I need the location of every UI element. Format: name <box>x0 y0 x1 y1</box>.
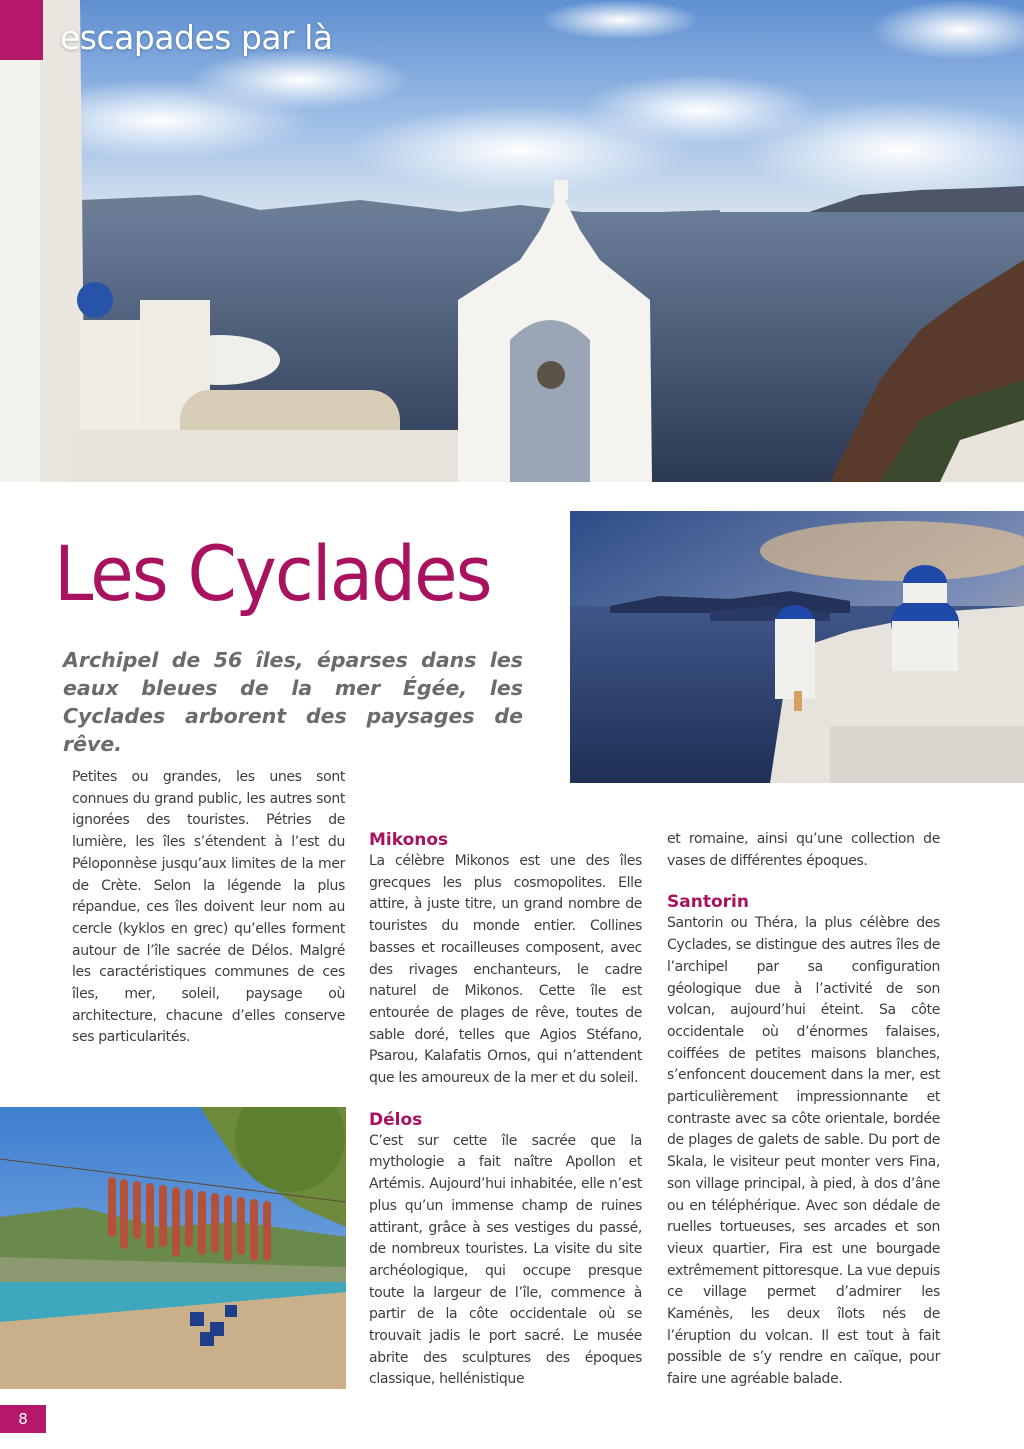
section-text-mikonos: La célèbre Mikonos est une des îles grecques les plus cosmopolites. Elle attire, à juste titre, un grand nombre de touristes du monde entier. Collines basses et rocailleuses composent, avec des rivages enchanteurs, le cadre naturel de Mikonos. Cette île est entourée de plages de rêve, toutes de sable doré, telles que Agios Stéfano, Psarou, Kalafatis Ornos, qui n’attendent que les amoureux de la mer et du soleil. <box>369 853 642 1087</box>
section-heading-mikonos: Mikonos <box>369 830 449 850</box>
section-tab-marker <box>0 0 43 60</box>
beach-taverna-photo <box>0 1107 346 1389</box>
oia-sunset-photo <box>570 511 1024 783</box>
article-lead: Archipel de 56 îles, éparses dans les eaux bleues de la mer Égée, les Cyclades arborent des paysages de rêve. <box>63 648 523 756</box>
oia-blue-domes-photo <box>570 511 1024 783</box>
section-heading-santorin: Santorin <box>667 892 749 913</box>
octopus-drying-beach-photo <box>0 1107 346 1389</box>
page-number: 8 <box>0 1405 46 1433</box>
section-text-delos: C’est sur cette île sacrée que la mythologie a fait naître Apollon et Artémis. Aujourd’hui inhabitée, elle n’est plus qu’un immense champ de ruines attirant, grâce à ses vestiges du passé, de nombreux touristes. La visite du site archéologique, qui occupe presque toute la largeur de l’île, commence à partir de la côte occidentale où se trouvait jadis le port sacré. Le musée abrite des sculptures des époques classique, hellénistique <box>369 1132 642 1388</box>
column-middle <box>369 829 642 1391</box>
hero-photo <box>0 0 1024 482</box>
section-label: escapades par là <box>60 18 333 57</box>
section-text-santorin: Santorin ou Théra, la plus célèbre des Cyclades, se distingue des autres îles de l’archipel par sa configuration géologique due à l’activité de son volcan, aujourd’hui éteint. Sa côte occidentale où d’énormes falaises, coiffées de petites maisons blanches, s’enfoncent doucement dans la mer, est particulièrement impressionnante et contraste avec sa côte orientale, bordée de plages de galets de sable. Du port de Skala, le visiteur peut monter vers Fina, son village principal, à pied, à dos d’âne ou en téléphérique. Avec son dédale de ruelles tortueuses, ses arcades et son vieux quartier, Fira est une bourgade extrêmement pittoresque. La vue depuis ce village permet d’admirer les Kaménès, les deux îlots nés de l’éruption du volcan. Il est tout à fait possible de s’y rendre en caïque, pour faire une agréable balade. <box>667 915 940 1388</box>
section-text-delos-continued: et romaine, ainsi qu’une collection de vases de différentes époques. <box>667 831 940 869</box>
article-title: Les Cyclades <box>54 529 491 618</box>
intro-paragraph: Petites ou grandes, les unes sont connues du grand public, les autres sont ignorées des touristes. Pétries de lumière, les îles s’étendent à l’est du Péloponnèse jusqu’aux limites de la mer de Crète. Selon la légende la plus répandue, ces îles doivent leur nom au cercle (kyklos en grec) qu’elles forment autour de l’île sacrée de Délos. Malgré les caractéristiques communes de ces îles, mer, soleil, paysage où architecture, chacune d’elles conserve ses particularités. <box>72 769 345 1046</box>
santorini-caldera-photo <box>0 0 1024 482</box>
column-right <box>667 829 940 1391</box>
section-heading-delos: Délos <box>369 1109 423 1130</box>
column-intro <box>72 767 345 1049</box>
